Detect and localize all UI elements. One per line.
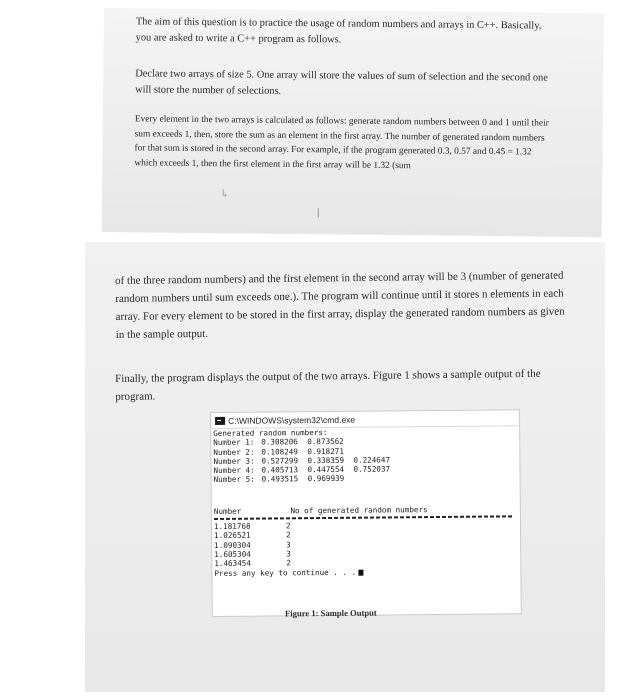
result-count: 3 — [286, 539, 291, 550]
console-heading: Generated random numbers: — [213, 427, 328, 438]
random-value: 0.527299 — [261, 456, 299, 466]
paragraph-continuation: of the three random numbers) and the first element in the second array will be 3 (number of generated random numbers until sum exceeds one.). The program will continue until it stores n elements in each array. For every element to be stored in the first array, display the generated random numbers as given in the sample output. — [115, 269, 565, 341]
paragraph-every-element: Every element in the two arrays is calculated as follows: generate random numbers between 0 and 1 until their sum exceeds 1, then, store the sum as an element in the first array. The number of generated random numbers for that sum is stored in the second array. For example, if the program generated 0.3, 0.57 and 0.45 = 1.32 which exceeds 1, then the first element in the first array will be 1.32 (sum — [134, 114, 549, 171]
generated-numbers-list — [213, 436, 519, 485]
random-value: 0.405713 — [261, 465, 299, 475]
result-sum: 1.605304 — [214, 549, 251, 559]
prompt-cursor-icon — [358, 569, 363, 575]
col-generated-header: No of generated random numbers — [290, 504, 428, 516]
number-row — [214, 473, 520, 485]
col-number-header: Number — [213, 506, 242, 516]
figure-caption: Figure 1: Sample Output — [284, 607, 377, 619]
console-title: C:\WINDOWS\system32\cmd.exe — [228, 414, 356, 426]
console-window — [210, 409, 522, 617]
random-value: 0.918271 — [307, 446, 344, 456]
random-value: 0.108249 — [261, 446, 298, 457]
result-count: 3 — [286, 549, 291, 559]
result-sum: 1.463454 — [214, 558, 251, 569]
console-table-header — [214, 504, 520, 516]
text-cursor-icon — [318, 208, 319, 217]
result-sum: 1.090304 — [214, 540, 251, 550]
mouse-pointer-icon: ↳ — [219, 188, 230, 201]
result-sum: 1.181768 — [213, 521, 251, 532]
page-photo-top — [102, 8, 604, 237]
number-label: Number 4: — [213, 465, 255, 476]
random-value: 0.873562 — [307, 437, 344, 447]
page-photo-bottom — [85, 242, 605, 692]
random-value: 0.338359 — [307, 455, 345, 466]
result-count: 2 — [286, 530, 291, 540]
random-value: 0.493515 — [261, 474, 299, 485]
paragraph-aim: The aim of this question is to practice the usage of random numbers and arrays in C++. Basically, you are asked to write a C++ program as follows. — [135, 16, 542, 46]
console-prompt: Press any key to continue . . . — [214, 566, 520, 578]
random-value: 0.224647 — [353, 455, 391, 465]
random-value: 0.308206 — [261, 437, 298, 447]
number-label: Number 2: — [213, 447, 255, 457]
paragraph-declare: Declare two arrays of size 5. One array will store the values of sum of selection and the second one will store the number of selections. — [135, 68, 548, 97]
console-output — [211, 426, 520, 578]
random-value: 0.447554 — [307, 465, 345, 475]
result-count: 2 — [285, 521, 291, 531]
number-label: Number 3: — [213, 456, 255, 466]
paragraph-finally: Finally, the program displays the output of the two arrays. Figure 1 shows a sample output of the program. — [115, 367, 541, 403]
cmd-icon — [215, 416, 225, 424]
result-sum: 1.026521 — [214, 531, 251, 541]
number-label: Number 1: — [213, 437, 255, 448]
result-count: 2 — [286, 558, 291, 568]
random-value: 0.752037 — [353, 464, 391, 474]
random-value: 0.969939 — [307, 474, 345, 484]
results-list — [214, 519, 520, 568]
number-label: Number 5: — [213, 475, 255, 485]
